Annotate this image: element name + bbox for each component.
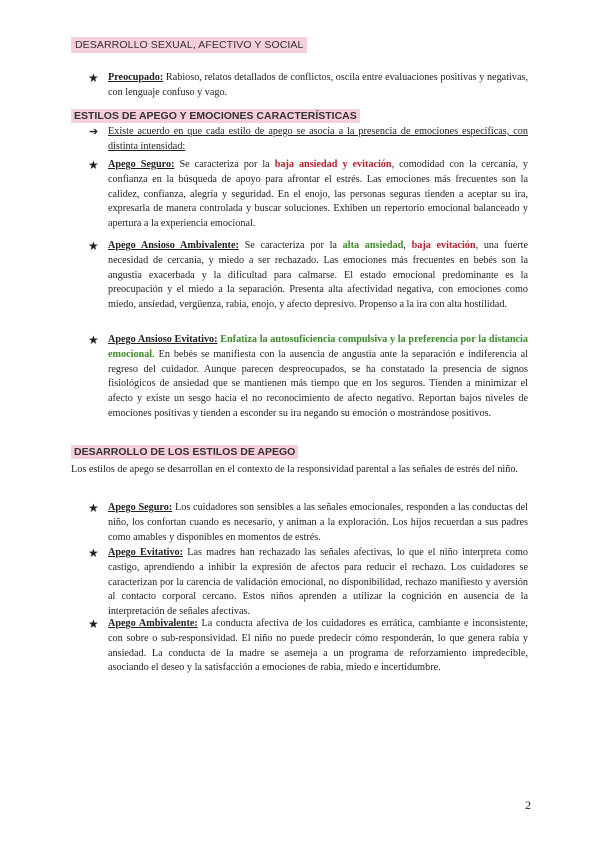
term-apego-ambivalente: Apego Ansioso Ambivalente: [108, 240, 239, 251]
highlight-autosuficiencia: Enfatiza la autosuficiencia compulsiva y la preferencia por la distancia emocional [108, 334, 528, 360]
text-evitativo-post: . En bebés se manifiesta con la ausencia de angustia ante la separación e indiferencia al regreso del cuidador. Aunque parecen despreocupados, se ha constatado la presencia de signos fisiológicos de ansiedad que se mantienen más tiempo que en los seguros. Tienden a minimizar el afecto y existe un sesgo hacia el no reconocimiento de afecto negativo. Reportan bajos niveles de emociones positivas y tienden a esconder su ira negando su emoción o mostrándose positivos. [108, 348, 528, 419]
term-desarrollo-evitativo: Apego Evitativo: [108, 547, 184, 558]
text-preocupado: Rabioso, relatos detallados de conflictos, oscila entre evaluaciones positivas y negativas, con lenguaje confuso y vago. [108, 72, 528, 98]
bullet-apego-evitativo [108, 333, 528, 422]
term-desarrollo-seguro: Apego Seguro: [108, 502, 173, 513]
text-seguro-pre: Se caracteriza por la [174, 159, 275, 170]
star-bullet-icon: ★ [88, 501, 99, 515]
bullet-preocupado [108, 71, 528, 101]
highlight-baja-ansiedad: baja ansiedad y evitación [274, 159, 392, 170]
star-bullet-icon: ★ [88, 71, 99, 85]
text-desarrollo-seguro: Los cuidadores son sensibles a las señales emocionales, responden a las conductas del niño, los confortan cuando es necesario, y animan a la exploración. Los hijos recuerdan a sus padres como amables y disponibles en momentos de estrés. [108, 502, 528, 543]
highlight-baja-evitacion: baja evitación [411, 240, 476, 251]
star-bullet-icon: ★ [88, 333, 99, 347]
star-bullet-icon: ★ [88, 617, 99, 631]
term-apego-evitativo: Apego Ansioso Evitativo: [108, 334, 218, 345]
section-heading-estilos [71, 109, 360, 123]
page-header [71, 37, 307, 53]
arrow-right-icon: ➔ [89, 126, 99, 138]
section1-intro [108, 125, 528, 155]
text-comma: , [403, 240, 412, 251]
star-bullet-icon: ★ [88, 546, 99, 560]
header-title: DESARROLLO SEXUAL, AFECTIVO Y SOCIAL [75, 39, 304, 51]
section2-intro-text: Los estilos de apego se desarrollan en el contexto de la responsividad parental a las señales de estrés del niño. [71, 464, 518, 475]
term-desarrollo-ambivalente: Apego Ambivalente: [108, 618, 198, 629]
text-ambivalente-post: , una fuerte necesidad de cercanía, y miedo a ser rechazado. Las emociones más frecuentes en bebés son la angustia exacerbada y la dificultad para calmarse. El estado emocional predominante es la preocupación y el miedo a la separación. Presenta alta afectividad negativa, con emociones como miedo, ansiedad, vergüenza, rabia, enojo, y afecto depresivo. Propenso a la ira con alta hostilidad. [108, 240, 529, 311]
bullet-apego-seguro [108, 158, 528, 232]
term-preocupado: Preocupado: [108, 72, 164, 83]
text-desarrollo-evitativo: Las madres han rechazado las señales afectivas, lo que el niño interpreta como castigo, aprendiendo a inhibir la expresión de afectos para reducir el rechazo. Los cuidadores se caracterizan por la carencia de validación emocional, no disponibilidad, rechazo manifiesto y aversión al contacto corporal cercano. Estos niños aprenden a utilizar la cognición en ausencia de la interpretación de señales afectivas. [108, 547, 529, 618]
star-bullet-icon: ★ [88, 158, 99, 172]
star-bullet-icon: ★ [88, 239, 99, 253]
bullet-desarrollo-ambivalente [108, 617, 528, 676]
section2-intro [71, 463, 528, 478]
section2-heading-text: DESARROLLO DE LOS ESTILOS DE APEGO [74, 446, 296, 458]
text-ambivalente-pre: Se caracteriza por la [238, 240, 343, 251]
section1-heading-text: ESTILOS DE APEGO Y EMOCIONES CARACTERÍSTICAS [74, 110, 357, 122]
bullet-desarrollo-evitativo [108, 546, 528, 620]
section1-intro-text: Existe acuerdo en que cada estilo de apego se asocia a la presencia de emociones específicas, con distinta intensidad: [108, 126, 528, 152]
highlight-alta-ansiedad: alta ansiedad [342, 240, 404, 251]
bullet-apego-ambivalente [108, 239, 528, 313]
term-apego-seguro: Apego Seguro: [108, 159, 175, 170]
bullet-desarrollo-seguro [108, 501, 528, 545]
page-number: 2 [525, 798, 531, 812]
text-desarrollo-ambivalente: La conducta afectiva de los cuidadores es errática, cambiante e inconsistente, con sobre o sub-responsividad. El niño no puede predecir cómo responderán, lo que genera rabia y ansiedad. La conducta de la madre se asemeja a un programa de reforzamiento impredecible, asociando el deseo y la satisfacción a emociones de rabia, miedo e incertidumbre. [108, 618, 528, 674]
text-seguro-post: , comodidad con la cercanía, y confianza en la búsqueda de apoyo para afrontar el estrés. Las emociones más frecuentes son la calidez, confianza, alegría y seguridad. En el enojo, las personas seguras tienden a aceptar su ira, expresarla de manera controlada y buscar soluciones. Exhiben un repertorio emocional balanceado y apertura a la experiencia emocional. [108, 159, 528, 230]
section-heading-desarrollo [71, 445, 298, 459]
